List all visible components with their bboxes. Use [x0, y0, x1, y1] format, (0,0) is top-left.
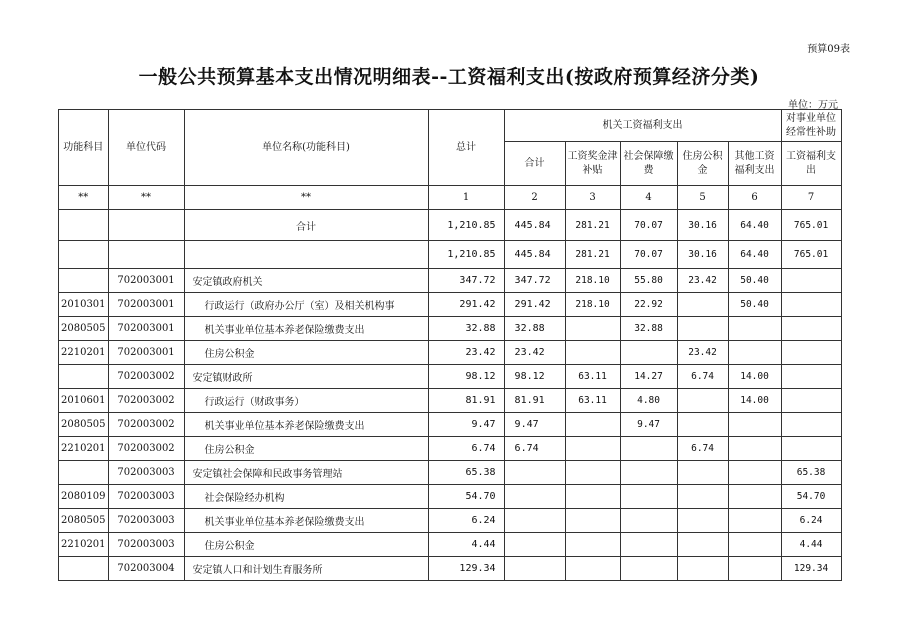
housing-fund-cell: 6.74: [677, 437, 728, 461]
other-wage-cell: [728, 317, 781, 341]
wage-bonus-cell: [565, 317, 620, 341]
func-code-cell: 2210201: [59, 533, 109, 557]
org-subtotal-cell: 98.12: [504, 365, 565, 389]
other-wage-cell: 50.40: [728, 293, 781, 317]
func-code-cell: 2080505: [59, 413, 109, 437]
total-cell: 4.44: [428, 533, 504, 557]
table-row: [59, 509, 842, 533]
housing-fund-cell: 6.74: [677, 365, 728, 389]
table-row: [59, 389, 842, 413]
org-subtotal-cell: 81.91: [504, 389, 565, 413]
other-wage-cell: 64.40: [728, 210, 781, 241]
other-wage-cell: [728, 341, 781, 365]
inst-wage-cell: 765.01: [781, 241, 841, 269]
other-wage-cell: [728, 485, 781, 509]
page-title: 一般公共预算基本支出情况明细表--工资福利支出(按政府预算经济分类): [138, 66, 760, 88]
other-wage-cell: 14.00: [728, 365, 781, 389]
org-subtotal-cell: 23.42: [504, 341, 565, 365]
header-inst-group: 对事业单位经常性补助: [781, 110, 841, 142]
inst-wage-cell: [781, 293, 841, 317]
org-subtotal-cell: 445.84: [504, 241, 565, 269]
index-cell: **: [59, 186, 109, 210]
inst-wage-cell: [781, 437, 841, 461]
org-subtotal-cell: 347.72: [504, 269, 565, 293]
index-cell: 3: [565, 186, 620, 210]
housing-fund-cell: [677, 557, 728, 581]
total-cell: 347.72: [428, 269, 504, 293]
social-security-cell: 4.80: [620, 389, 677, 413]
social-security-cell: [620, 461, 677, 485]
header-org-group: 机关工资福利支出: [504, 110, 781, 142]
unit-name-cell: 住房公积金: [184, 533, 428, 557]
total-cell: 54.70: [428, 485, 504, 509]
other-wage-cell: [728, 461, 781, 485]
total-cell: 129.34: [428, 557, 504, 581]
unit-name-cell: [184, 241, 428, 269]
unit-code-cell: 702003001: [108, 269, 184, 293]
social-security-cell: 32.88: [620, 317, 677, 341]
unit-name-cell: 行政运行（财政事务）: [184, 389, 428, 413]
header-housing-fund: 住房公积金: [677, 142, 728, 186]
unit-name-cell: 安定镇财政所: [184, 365, 428, 389]
index-cell: 6: [728, 186, 781, 210]
func-code-cell: 2080505: [59, 317, 109, 341]
table-row: [59, 269, 842, 293]
social-security-cell: [620, 485, 677, 509]
wage-bonus-cell: 281.21: [565, 210, 620, 241]
table-row: [59, 485, 842, 509]
wage-bonus-cell: [565, 461, 620, 485]
social-security-cell: 70.07: [620, 210, 677, 241]
unit-name-cell: 机关事业单位基本养老保险缴费支出: [184, 413, 428, 437]
func-code-cell: [59, 365, 109, 389]
table-row: [59, 557, 842, 581]
unit-name-cell: 安定镇人口和计划生育服务所: [184, 557, 428, 581]
social-security-cell: [620, 341, 677, 365]
housing-fund-cell: [677, 533, 728, 557]
unit-code-cell: 702003003: [108, 533, 184, 557]
inst-wage-cell: [781, 413, 841, 437]
unit-label: 单位：万元: [788, 100, 838, 111]
total-cell: 65.38: [428, 461, 504, 485]
social-security-cell: 70.07: [620, 241, 677, 269]
func-code-cell: 2010601: [59, 389, 109, 413]
org-subtotal-cell: [504, 533, 565, 557]
inst-wage-cell: [781, 317, 841, 341]
housing-fund-cell: [677, 389, 728, 413]
wage-bonus-cell: 218.10: [565, 269, 620, 293]
inst-wage-cell: 4.44: [781, 533, 841, 557]
unit-code-cell: [108, 241, 184, 269]
housing-fund-cell: 30.16: [677, 210, 728, 241]
header-other-wage: 其他工资福利支出: [728, 142, 781, 186]
unit-name-cell: 安定镇政府机关: [184, 269, 428, 293]
org-subtotal-cell: [504, 461, 565, 485]
social-security-cell: [620, 557, 677, 581]
budget-table: [58, 109, 842, 581]
unit-code-cell: 702003003: [108, 509, 184, 533]
org-subtotal-cell: [504, 485, 565, 509]
index-cell: 5: [677, 186, 728, 210]
total-cell: 291.42: [428, 293, 504, 317]
unit-name-cell: 安定镇社会保障和民政事务管理站: [184, 461, 428, 485]
func-code-cell: [59, 557, 109, 581]
wage-bonus-cell: [565, 509, 620, 533]
table-row: [59, 293, 842, 317]
inst-wage-cell: 54.70: [781, 485, 841, 509]
social-security-cell: 9.47: [620, 413, 677, 437]
wage-bonus-cell: 218.10: [565, 293, 620, 317]
housing-fund-cell: [677, 461, 728, 485]
org-subtotal-cell: 6.74: [504, 437, 565, 461]
wage-bonus-cell: 63.11: [565, 389, 620, 413]
inst-wage-cell: 6.24: [781, 509, 841, 533]
wage-bonus-cell: [565, 557, 620, 581]
unit-name-cell: 行政运行（政府办公厅（室）及相关机构事: [184, 293, 428, 317]
other-wage-cell: [728, 557, 781, 581]
index-cell: **: [184, 186, 428, 210]
unit-name-cell: 合计: [184, 210, 428, 241]
total-cell: 23.42: [428, 341, 504, 365]
index-cell: **: [108, 186, 184, 210]
unit-code-cell: 702003003: [108, 461, 184, 485]
index-cell: 7: [781, 186, 841, 210]
unit-code-cell: 702003003: [108, 485, 184, 509]
header-func-code: 功能科目: [59, 110, 109, 186]
org-subtotal-cell: [504, 557, 565, 581]
func-code-cell: [59, 210, 109, 241]
table-row: [59, 437, 842, 461]
func-code-cell: 2210201: [59, 341, 109, 365]
total-cell: 1,210.85: [428, 210, 504, 241]
other-wage-cell: [728, 533, 781, 557]
social-security-cell: [620, 533, 677, 557]
wage-bonus-cell: [565, 533, 620, 557]
unit-code-cell: 702003001: [108, 317, 184, 341]
total-cell: 81.91: [428, 389, 504, 413]
org-subtotal-cell: 32.88: [504, 317, 565, 341]
unit-code-cell: 702003002: [108, 437, 184, 461]
social-security-cell: [620, 509, 677, 533]
total-cell: 9.47: [428, 413, 504, 437]
func-code-cell: 2010301: [59, 293, 109, 317]
header-total: 总计: [428, 110, 504, 186]
social-security-cell: [620, 437, 677, 461]
func-code-cell: [59, 461, 109, 485]
header-social-security: 社会保障缴费: [620, 142, 677, 186]
wage-bonus-cell: [565, 485, 620, 509]
total-cell: 32.88: [428, 317, 504, 341]
index-cell: 1: [428, 186, 504, 210]
other-wage-cell: 64.40: [728, 241, 781, 269]
unit-code-cell: 702003001: [108, 341, 184, 365]
housing-fund-cell: [677, 485, 728, 509]
header-unit-code: 单位代码: [108, 110, 184, 186]
func-code-cell: 2080109: [59, 485, 109, 509]
func-code-cell: [59, 241, 109, 269]
inst-wage-cell: [781, 341, 841, 365]
inst-wage-cell: 129.34: [781, 557, 841, 581]
unit-name-cell: 机关事业单位基本养老保险缴费支出: [184, 509, 428, 533]
wage-bonus-cell: [565, 341, 620, 365]
func-code-cell: 2210201: [59, 437, 109, 461]
unit-name-cell: 住房公积金: [184, 437, 428, 461]
housing-fund-cell: 23.42: [677, 269, 728, 293]
total-cell: 1,210.85: [428, 241, 504, 269]
housing-fund-cell: 23.42: [677, 341, 728, 365]
table-row: [59, 413, 842, 437]
housing-fund-cell: [677, 509, 728, 533]
wage-bonus-cell: 281.21: [565, 241, 620, 269]
wage-bonus-cell: 63.11: [565, 365, 620, 389]
other-wage-cell: [728, 413, 781, 437]
other-wage-cell: 50.40: [728, 269, 781, 293]
table-row: [59, 461, 842, 485]
func-code-cell: 2080505: [59, 509, 109, 533]
unit-code-cell: 702003002: [108, 413, 184, 437]
total-cell: 98.12: [428, 365, 504, 389]
other-wage-cell: [728, 509, 781, 533]
social-security-cell: 14.27: [620, 365, 677, 389]
unit-code-cell: 702003004: [108, 557, 184, 581]
table-row: [59, 365, 842, 389]
housing-fund-cell: [677, 293, 728, 317]
total-cell: 6.74: [428, 437, 504, 461]
index-cell: 2: [504, 186, 565, 210]
inst-wage-cell: 65.38: [781, 461, 841, 485]
table-row: [59, 241, 842, 269]
unit-code-cell: 702003002: [108, 389, 184, 413]
social-security-cell: 22.92: [620, 293, 677, 317]
unit-name-cell: 社会保险经办机构: [184, 485, 428, 509]
table-row: [59, 533, 842, 557]
index-cell: 4: [620, 186, 677, 210]
org-subtotal-cell: [504, 509, 565, 533]
total-cell: 6.24: [428, 509, 504, 533]
org-subtotal-cell: 291.42: [504, 293, 565, 317]
header-org-subtotal: 合计: [504, 142, 565, 186]
unit-name-cell: 机关事业单位基本养老保险缴费支出: [184, 317, 428, 341]
housing-fund-cell: [677, 317, 728, 341]
org-subtotal-cell: 445.84: [504, 210, 565, 241]
wage-bonus-cell: [565, 413, 620, 437]
unit-code-cell: 702003001: [108, 293, 184, 317]
unit-code-cell: 702003002: [108, 365, 184, 389]
table-row: [59, 210, 842, 241]
inst-wage-cell: [781, 269, 841, 293]
wage-bonus-cell: [565, 437, 620, 461]
form-number: 预算09表: [807, 44, 850, 55]
inst-wage-cell: [781, 389, 841, 413]
org-subtotal-cell: 9.47: [504, 413, 565, 437]
func-code-cell: [59, 269, 109, 293]
table-row: [59, 317, 842, 341]
table-row: [59, 341, 842, 365]
header-unit-name: 单位名称(功能科目): [184, 110, 428, 186]
housing-fund-cell: 30.16: [677, 241, 728, 269]
index-row: [59, 186, 842, 210]
unit-code-cell: [108, 210, 184, 241]
header-wage-bonus: 工资奖金津补贴: [565, 142, 620, 186]
housing-fund-cell: [677, 413, 728, 437]
unit-name-cell: 住房公积金: [184, 341, 428, 365]
other-wage-cell: [728, 437, 781, 461]
other-wage-cell: 14.00: [728, 389, 781, 413]
inst-wage-cell: [781, 365, 841, 389]
header-inst-wage: 工资福利支出: [781, 142, 841, 186]
inst-wage-cell: 765.01: [781, 210, 841, 241]
social-security-cell: 55.80: [620, 269, 677, 293]
